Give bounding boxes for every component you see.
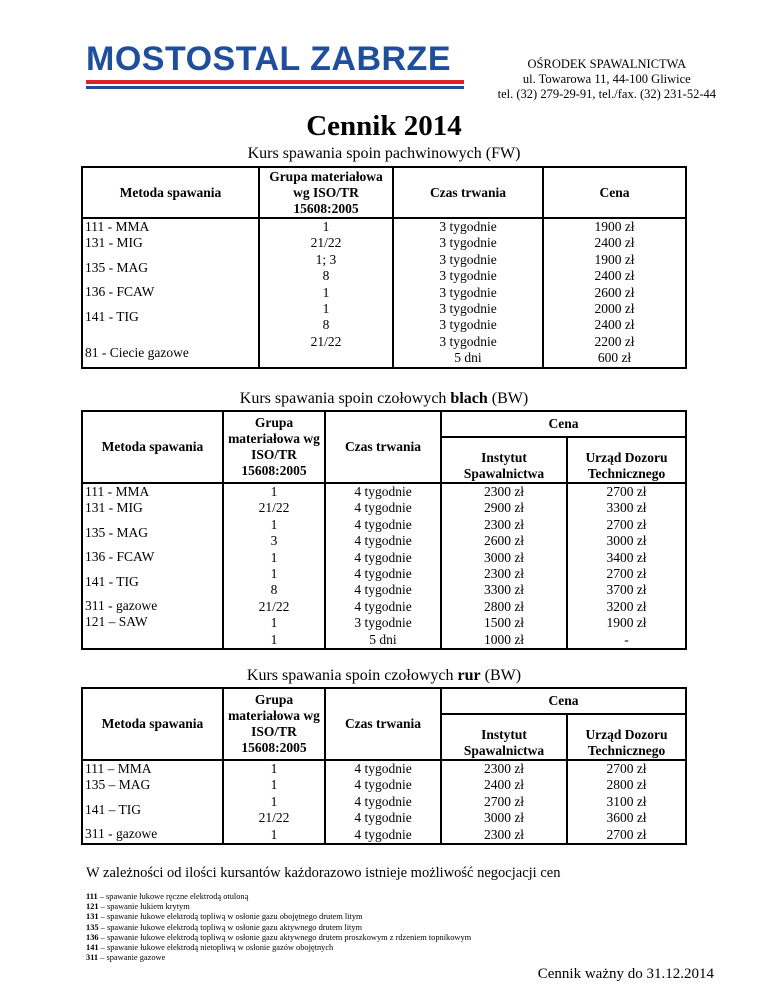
price-item: 2000 zł — [594, 300, 635, 316]
price-item: 2400 zł — [483, 777, 525, 793]
price-item: 3000 zł — [483, 549, 525, 565]
method-item: 135 - MAG — [85, 259, 148, 275]
logo-blue-stripe — [86, 86, 464, 89]
prices-udt-cell — [567, 760, 686, 844]
prices-udt-cell — [567, 483, 686, 649]
title-text: Kurs spawania spoin czołowych — [246, 667, 458, 684]
price-item: 3000 zł — [606, 533, 647, 549]
price-item: 1900 zł — [606, 615, 647, 631]
group-item: 1 — [270, 826, 278, 842]
table-bw-rur — [81, 687, 687, 845]
group-item: 1 — [322, 219, 330, 234]
duration-item: 4 tygodnie — [354, 484, 412, 499]
price-item: 2800 zł — [483, 598, 525, 614]
header-method: Metoda spawania — [82, 167, 259, 218]
group-item: 1 — [270, 631, 278, 647]
legend-text: – spawanie łukowe elektrodą topliwą w osłonie gazu aktywnego drutem proszkowym z rdzeniem topnikowym — [98, 932, 472, 942]
legend-text: – spawanie łukowe ręczne elektrodą otuloną — [97, 892, 249, 901]
legend-code: 136 — [86, 932, 99, 942]
legend-code: 121 — [86, 902, 99, 912]
price-item: 2400 zł — [594, 235, 635, 251]
prices-cell — [543, 218, 686, 368]
legend-text: – spawanie gazowe — [98, 953, 166, 963]
group-item: 1 — [322, 300, 330, 316]
duration-item: 3 tygodnie — [439, 235, 497, 251]
legend-text: – spawanie łukowe elektrodą topliwą w osłonie gazu obojętnego drutem litym — [98, 912, 363, 922]
group-item: 1 — [322, 284, 330, 300]
method-item: 131 - MIG — [85, 500, 143, 516]
table-bw-blach — [81, 410, 687, 650]
header-price: Cena — [441, 411, 686, 437]
header-group: Grupa materiałowa wg ISO/TR 15608:2005 — [223, 688, 325, 760]
title-text: Kurs spawania spoin czołowych — [239, 390, 451, 407]
price-item: 2300 zł — [483, 516, 525, 532]
title-text: (BW) — [480, 667, 522, 684]
price-item: 3600 zł — [606, 810, 647, 826]
header-duration: Czas trwania — [325, 688, 441, 760]
price-item: 1500 zł — [483, 615, 525, 631]
method-item: 121 – SAW — [85, 614, 148, 630]
method-item: 131 - MIG — [85, 235, 143, 251]
legend-code: 111 — [86, 892, 98, 901]
duration-item: 4 tygodnie — [354, 598, 412, 614]
legend — [86, 892, 471, 963]
durations-cell — [393, 218, 543, 368]
price-item: 2800 zł — [606, 777, 647, 793]
duration-item: 4 tygodnie — [354, 777, 412, 793]
header-duration: Czas trwania — [325, 411, 441, 483]
duration-item: 4 tygodnie — [354, 826, 412, 842]
company-logo — [86, 42, 466, 89]
price-item: 2200 zł — [594, 333, 635, 349]
price-item: 3300 zł — [483, 582, 525, 598]
duration-item: 4 tygodnie — [354, 533, 412, 549]
duration-item: 4 tygodnie — [354, 761, 412, 776]
logo-text: MOSTOSTAL ZABRZE — [86, 40, 451, 78]
price-item: 2700 zł — [606, 516, 647, 532]
legend-text: – spawanie łukiem krytym — [98, 902, 190, 912]
duration-item: 3 tygodnie — [439, 300, 497, 316]
price-item: 600 zł — [597, 350, 632, 366]
section-title-fw: Kurs spawania spoin pachwinowych (FW) — [247, 145, 521, 162]
group-item: 8 — [322, 268, 330, 284]
method-item: 311 - gazowe — [85, 597, 158, 613]
logo-red-stripe — [86, 80, 464, 84]
price-item: 2300 zł — [483, 484, 525, 499]
group-item: 3 — [270, 533, 278, 549]
price-item: 3700 zł — [606, 582, 647, 598]
legend-item — [86, 892, 471, 902]
price-item: 2400 zł — [594, 317, 635, 333]
method-item: 311 - gazowe — [85, 826, 158, 842]
group-item: 1; 3 — [315, 251, 337, 267]
price-item: 2300 zł — [483, 565, 525, 581]
legend-item — [86, 902, 471, 912]
header-group: Grupa materiałowa wg ISO/TR 15608:2005 — [259, 167, 393, 218]
header-method: Metoda spawania — [82, 411, 223, 483]
header-group: Grupa materiałowa wg ISO/TR 15608:2005 — [223, 411, 325, 483]
title-bold: rur — [457, 667, 481, 684]
price-item: 3300 zł — [606, 500, 647, 516]
duration-item: 3 tygodnie — [354, 615, 412, 631]
duration-item: 4 tygodnie — [354, 793, 412, 809]
org-name: OŚRODEK SPAWALNICTWA — [527, 57, 687, 71]
price-item: 2300 zł — [483, 761, 525, 776]
group-item: 1 — [270, 793, 278, 809]
org-address: ul. Towarowa 11, 44-100 Gliwice — [522, 72, 691, 86]
section-title-bw-blach — [0, 390, 768, 408]
durations-cell — [325, 483, 441, 649]
durations-cell — [325, 760, 441, 844]
negotiation-note: W zależności od ilości kursantów każdorazowo istnieje możliwość negocjacji cen — [86, 865, 561, 881]
price-item: 2700 zł — [483, 793, 525, 809]
group-item: 21/22 — [258, 810, 290, 826]
legend-text: – spawanie łukowe elektrodą nietopliwą w osłonie gazów obojętnych — [98, 943, 334, 953]
prices-is-cell — [441, 760, 567, 844]
group-item: 1 — [270, 777, 278, 793]
legend-item — [86, 923, 471, 933]
group-item: 1 — [270, 516, 278, 532]
price-item: 1000 zł — [483, 631, 525, 647]
duration-item: 4 tygodnie — [354, 549, 412, 565]
prices-is-cell — [441, 483, 567, 649]
method-item: 111 - MMA — [85, 219, 150, 234]
price-item: 2700 zł — [606, 484, 647, 499]
groups-cell — [259, 218, 393, 368]
header-price-udt: Urząd Dozoru Technicznego — [567, 714, 686, 760]
legend-code: 311 — [86, 953, 99, 963]
duration-item: 3 tygodnie — [439, 251, 497, 267]
price-item: 3100 zł — [606, 793, 647, 809]
duration-item: 3 tygodnie — [439, 333, 497, 349]
group-item: 21/22 — [258, 500, 290, 516]
duration-item: 5 dni — [454, 350, 482, 366]
methods-cell — [82, 760, 223, 844]
header-method: Metoda spawania — [82, 688, 223, 760]
legend-text: – spawanie łukowe elektrodą topliwą w osłonie gazu aktywnego drutem litym — [98, 922, 363, 932]
duration-item: 4 tygodnie — [354, 500, 412, 516]
group-item: 1 — [270, 761, 278, 776]
price-item: 2400 zł — [594, 268, 635, 284]
method-item: 136 - FCAW — [85, 549, 155, 565]
header-price: Cena — [441, 688, 686, 714]
header-price-is: Instytut Spawalnictwa — [441, 714, 567, 760]
price-item: 3200 zł — [606, 598, 647, 614]
duration-item: 3 tygodnie — [439, 317, 497, 333]
legend-item — [86, 933, 471, 943]
section-title-bw-rur — [0, 667, 768, 685]
header-price: Cena — [543, 167, 686, 218]
price-item: 3000 zł — [483, 810, 525, 826]
title-bold: blach — [450, 390, 488, 407]
validity-note: Cennik ważny do 31.12.2014 — [537, 966, 714, 982]
price-item: 2600 zł — [483, 533, 525, 549]
legend-item — [86, 953, 471, 963]
legend-code: 135 — [86, 922, 99, 932]
group-item: 8 — [270, 582, 278, 598]
page-title: Cennik 2014 — [306, 110, 462, 142]
method-item: 135 – MAG — [85, 777, 151, 793]
price-item: 2600 zł — [594, 284, 635, 300]
price-item: 2700 zł — [606, 565, 647, 581]
duration-item: 4 tygodnie — [354, 582, 412, 598]
title-text: (BW) — [487, 390, 529, 407]
price-item: 3400 zł — [606, 549, 647, 565]
duration-item: 3 tygodnie — [439, 284, 497, 300]
table-fw — [81, 166, 687, 369]
price-item: - — [624, 631, 629, 647]
price-item: 2700 zł — [606, 826, 647, 842]
legend-code: 141 — [86, 943, 99, 953]
price-item: 2300 zł — [483, 826, 525, 842]
duration-item: 5 dni — [369, 631, 397, 647]
group-item: 1 — [270, 549, 278, 565]
method-item: 111 – MMA — [85, 761, 152, 776]
organization-info — [498, 57, 716, 102]
method-item: 141 - TIG — [85, 308, 139, 324]
method-item: 136 - FCAW — [85, 284, 155, 300]
legend-item — [86, 912, 471, 922]
groups-cell — [223, 760, 325, 844]
group-item: 21/22 — [310, 235, 342, 251]
legend-code: 131 — [86, 912, 99, 922]
method-item: 141 – TIG — [85, 801, 141, 817]
duration-item: 4 tygodnie — [354, 516, 412, 532]
price-item: 2900 zł — [483, 500, 525, 516]
method-item: 135 - MAG — [85, 524, 148, 540]
legend-item — [86, 943, 471, 953]
duration-item: 3 tygodnie — [439, 219, 497, 234]
duration-item: 4 tygodnie — [354, 810, 412, 826]
duration-item: 3 tygodnie — [439, 268, 497, 284]
group-item: 1 — [270, 615, 278, 631]
price-item: 1900 zł — [594, 219, 635, 234]
method-item: 141 - TIG — [85, 573, 139, 589]
group-item: 1 — [270, 484, 278, 499]
method-item: 111 - MMA — [85, 484, 150, 499]
method-item: 81 - Ciecie gazowe — [85, 344, 189, 360]
groups-cell — [223, 483, 325, 649]
group-item: 21/22 — [310, 333, 342, 349]
price-item: 1900 zł — [594, 251, 635, 267]
group-item: 8 — [322, 317, 330, 333]
org-phone: tel. (32) 279-29-91, tel./fax. (32) 231-52-44 — [497, 87, 716, 101]
group-item: 1 — [270, 565, 278, 581]
methods-cell — [82, 483, 223, 649]
price-item: 2700 zł — [606, 761, 647, 776]
group-item: 21/22 — [258, 598, 290, 614]
header-duration: Czas trwania — [393, 167, 543, 218]
methods-cell — [82, 218, 259, 368]
duration-item: 4 tygodnie — [354, 565, 412, 581]
header-price-is: Instytut Spawalnictwa — [441, 437, 567, 483]
header-price-udt: Urząd Dozoru Technicznego — [567, 437, 686, 483]
